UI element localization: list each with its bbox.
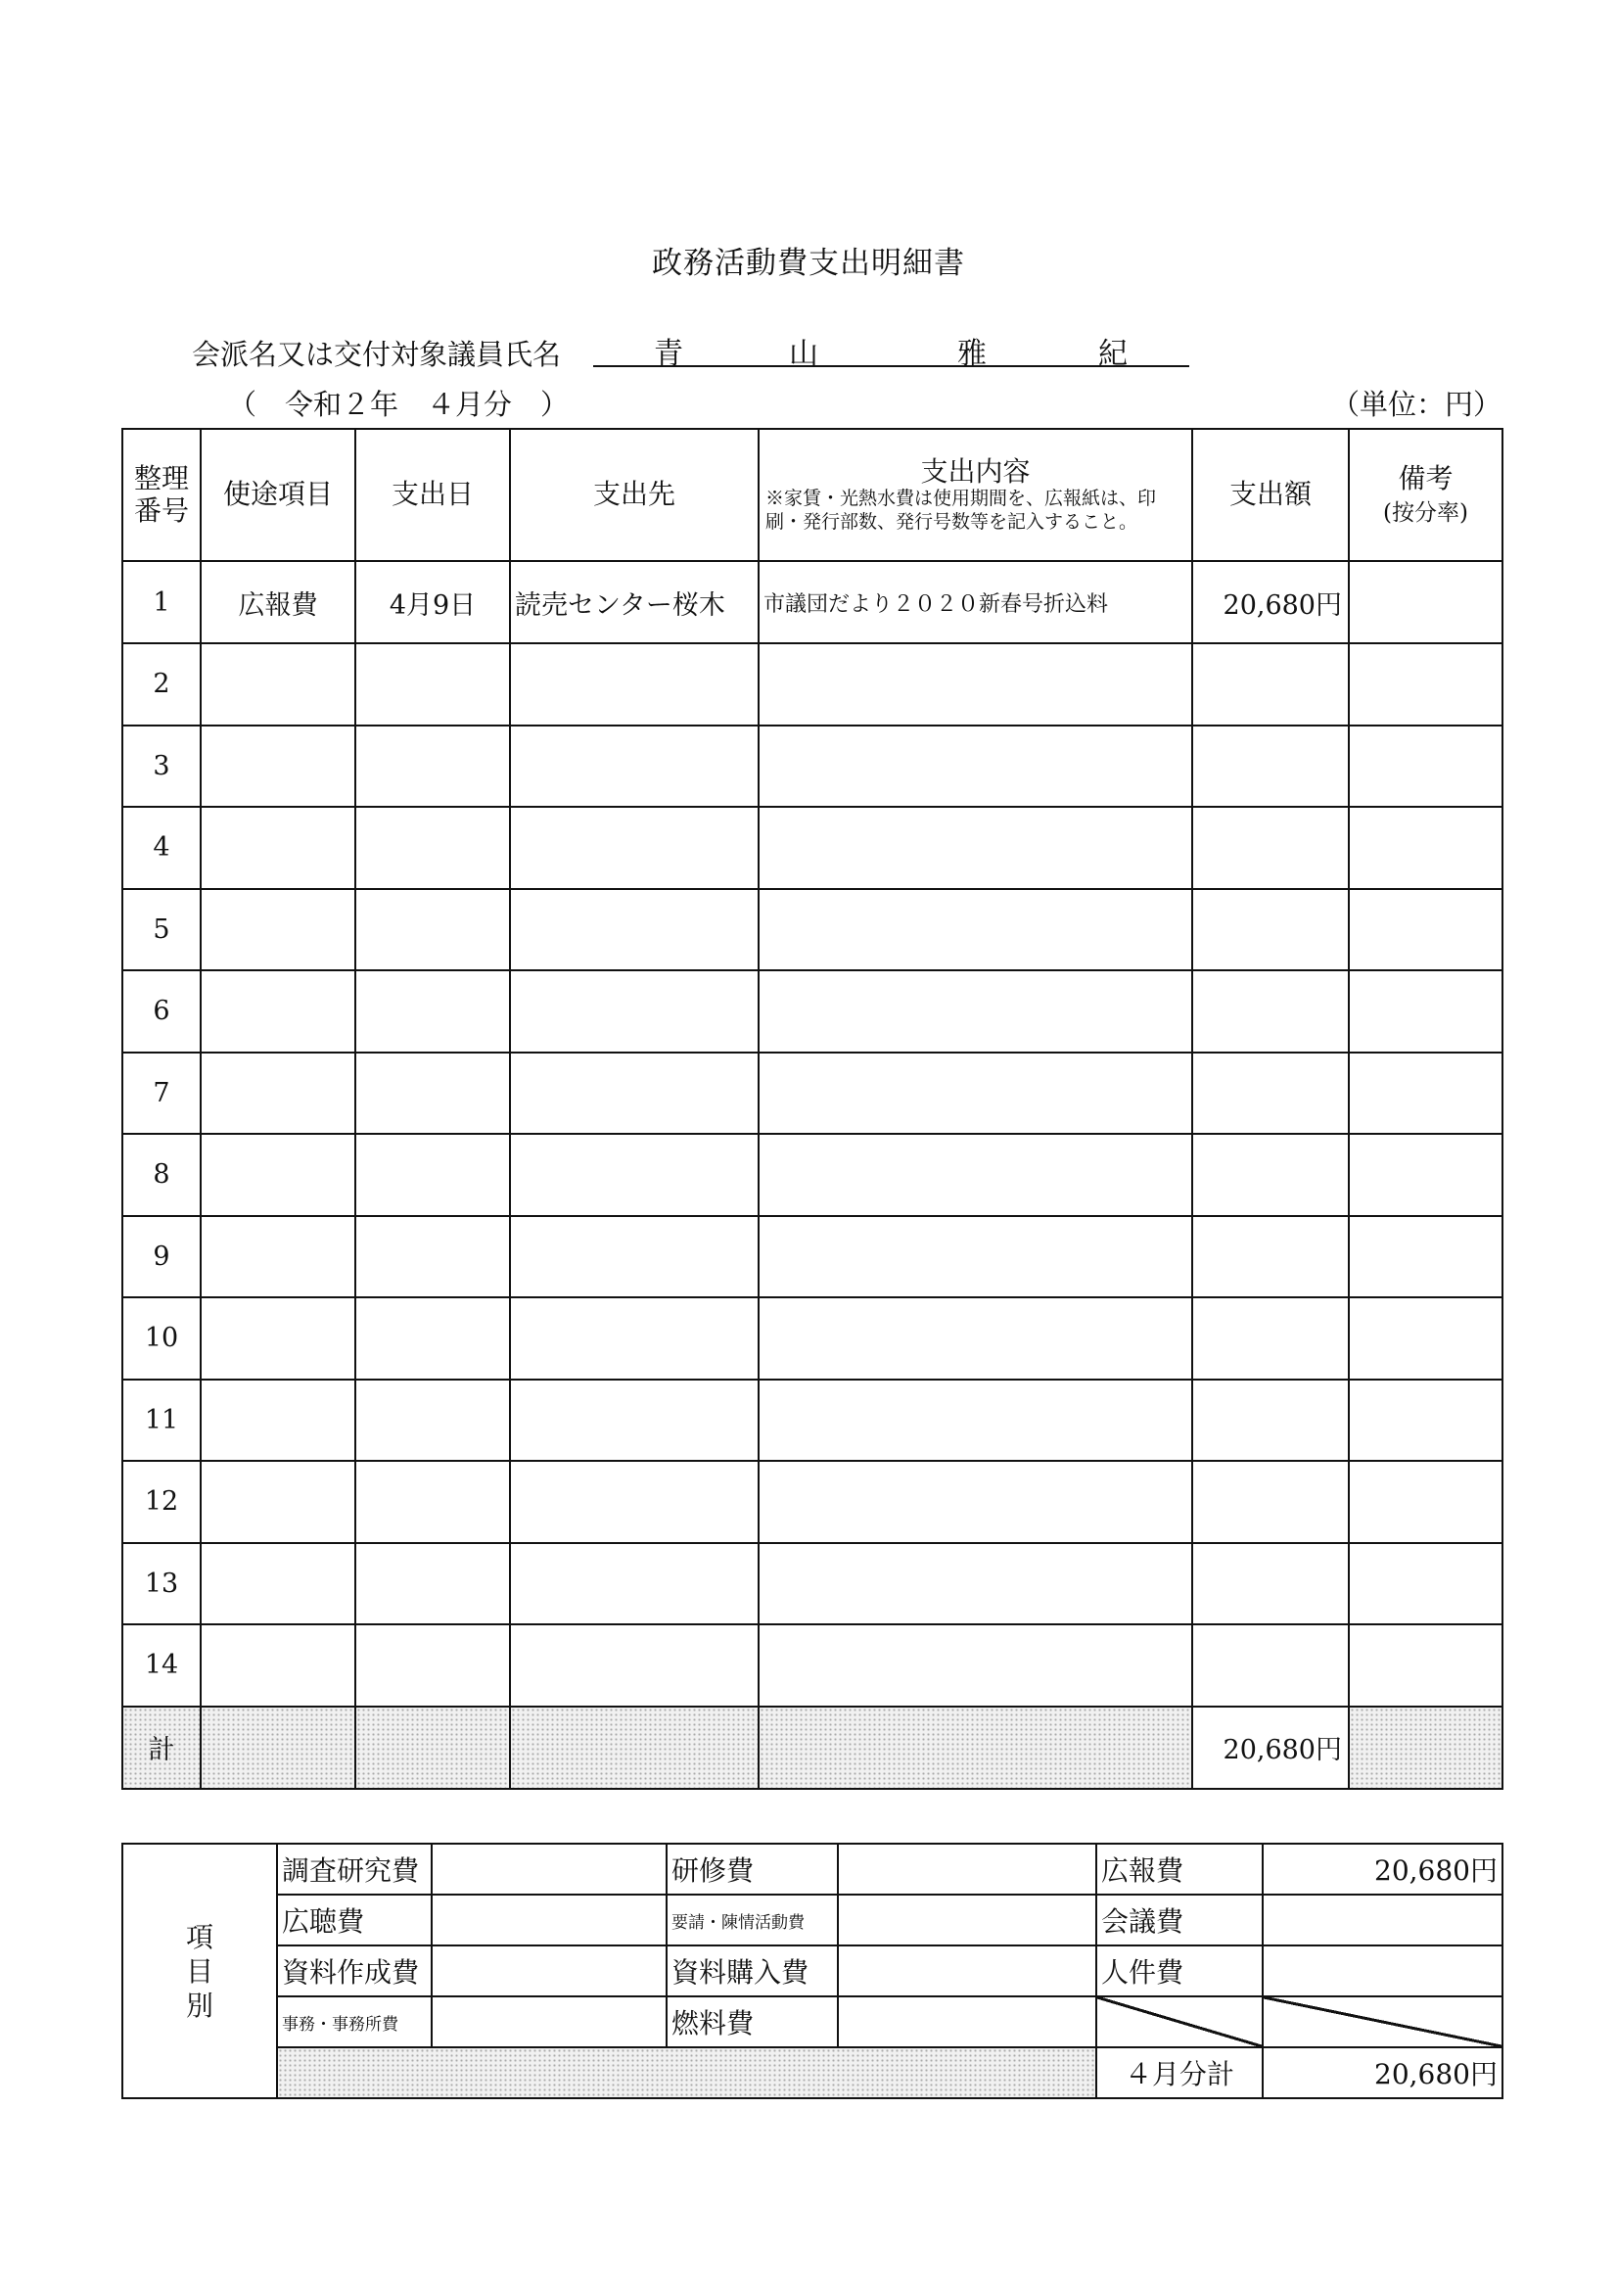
row-amount bbox=[1192, 807, 1349, 889]
row-payee bbox=[510, 1543, 759, 1625]
row-remarks bbox=[1349, 1624, 1502, 1707]
row-amount bbox=[1192, 1216, 1349, 1298]
row-amount bbox=[1192, 643, 1349, 726]
table-row bbox=[122, 726, 1502, 808]
row-amount bbox=[1192, 970, 1349, 1053]
row-date bbox=[355, 1216, 510, 1298]
row-item bbox=[201, 1380, 355, 1462]
label-hearing: 広聴費 bbox=[277, 1895, 432, 1945]
header-remarks-sub: (按分率) bbox=[1383, 499, 1468, 526]
value-petition bbox=[838, 1895, 1096, 1945]
value-pr: 20,680円 bbox=[1263, 1844, 1502, 1895]
row-number: 11 bbox=[122, 1380, 201, 1462]
value-training bbox=[838, 1844, 1096, 1895]
value-office bbox=[432, 1996, 667, 2047]
value-fuel bbox=[838, 1996, 1096, 2047]
row-remarks bbox=[1349, 807, 1502, 889]
table-header-row bbox=[122, 429, 1502, 561]
row-date: 4月9日 bbox=[355, 561, 510, 643]
total-amount: 20,680円 bbox=[1192, 1707, 1349, 1789]
row-payee bbox=[510, 1461, 759, 1543]
label-office: 事務・事務所費 bbox=[277, 1996, 432, 2047]
row-item bbox=[201, 643, 355, 726]
label-personnel: 人件費 bbox=[1096, 1945, 1263, 1996]
header-content bbox=[759, 429, 1192, 561]
row-amount bbox=[1192, 889, 1349, 971]
row-remarks bbox=[1349, 1543, 1502, 1625]
row-payee bbox=[510, 726, 759, 808]
month-total-label: ４月分計 bbox=[1096, 2047, 1263, 2098]
row-number: 8 bbox=[122, 1134, 201, 1216]
document-title: 政務活動費支出明細書 bbox=[652, 246, 965, 281]
row-number: 6 bbox=[122, 970, 201, 1053]
table-row bbox=[122, 1461, 1502, 1543]
header-content-note: ※家賃・光熱水費は使用期間を、広報紙は、印刷・発行部数、発行号数等を記入すること。 bbox=[765, 487, 1157, 533]
row-content bbox=[759, 1461, 1192, 1543]
unit-label: （単位：円） bbox=[1331, 388, 1502, 421]
row-content bbox=[759, 1543, 1192, 1625]
label-petition: 要請・陳情活動費 bbox=[667, 1895, 838, 1945]
row-date bbox=[355, 889, 510, 971]
row-remarks bbox=[1349, 726, 1502, 808]
period-label: （ 令和２年 ４月分 ） bbox=[228, 388, 570, 421]
label-meeting: 会議費 bbox=[1096, 1895, 1263, 1945]
row-remarks bbox=[1349, 1297, 1502, 1380]
row-number: 1 bbox=[122, 561, 201, 643]
row-amount bbox=[1192, 1380, 1349, 1462]
label-pr: 広報費 bbox=[1096, 1844, 1263, 1895]
row-date bbox=[355, 1461, 510, 1543]
row-content bbox=[759, 970, 1192, 1053]
row-content bbox=[759, 643, 1192, 726]
header-item: 使途項目 bbox=[201, 429, 355, 561]
header-no: 整理 番号 bbox=[122, 429, 201, 561]
table-row bbox=[122, 970, 1502, 1053]
table-row bbox=[122, 1624, 1502, 1707]
row-remarks bbox=[1349, 970, 1502, 1053]
row-remarks bbox=[1349, 889, 1502, 971]
row-content bbox=[759, 1380, 1192, 1462]
table-row bbox=[122, 1380, 1502, 1462]
row-amount bbox=[1192, 1053, 1349, 1135]
expense-table bbox=[121, 428, 1503, 1790]
row-item bbox=[201, 1297, 355, 1380]
total-row bbox=[122, 1707, 1502, 1789]
header-date: 支出日 bbox=[355, 429, 510, 561]
row-date bbox=[355, 1380, 510, 1462]
value-hearing bbox=[432, 1895, 667, 1945]
row-date bbox=[355, 1543, 510, 1625]
row-amount bbox=[1192, 1461, 1349, 1543]
row-content bbox=[759, 726, 1192, 808]
table-row bbox=[122, 1297, 1502, 1380]
row-content: 市議団だより２０２０新春号折込料 bbox=[759, 561, 1192, 643]
row-number: 4 bbox=[122, 807, 201, 889]
header-amount: 支出額 bbox=[1192, 429, 1349, 561]
label-research: 調査研究費 bbox=[277, 1844, 432, 1895]
row-payee bbox=[510, 807, 759, 889]
row-payee bbox=[510, 1297, 759, 1380]
row-content bbox=[759, 807, 1192, 889]
row-date bbox=[355, 1134, 510, 1216]
member-name-char-4: 紀 bbox=[1098, 337, 1128, 371]
diagonal-slash-cell bbox=[1096, 1996, 1263, 2047]
row-date bbox=[355, 643, 510, 726]
row-item: 広報費 bbox=[201, 561, 355, 643]
row-item bbox=[201, 889, 355, 971]
label-doc-making: 資料作成費 bbox=[277, 1945, 432, 1996]
row-payee bbox=[510, 970, 759, 1053]
member-name-char-3: 雅 bbox=[957, 337, 987, 371]
row-date bbox=[355, 726, 510, 808]
row-number: 2 bbox=[122, 643, 201, 726]
row-content bbox=[759, 889, 1192, 971]
value-personnel bbox=[1263, 1945, 1502, 1996]
name-label: 会派名又は交付対象議員氏名 bbox=[192, 338, 562, 371]
row-content bbox=[759, 1216, 1192, 1298]
row-number: 14 bbox=[122, 1624, 201, 1707]
row-content bbox=[759, 1297, 1192, 1380]
row-item bbox=[201, 807, 355, 889]
row-amount bbox=[1192, 1134, 1349, 1216]
value-doc-making bbox=[432, 1945, 667, 1996]
row-amount bbox=[1192, 1624, 1349, 1707]
row-number: 12 bbox=[122, 1461, 201, 1543]
row-remarks bbox=[1349, 1461, 1502, 1543]
row-payee bbox=[510, 1216, 759, 1298]
total-label: 計 bbox=[122, 1707, 201, 1789]
row-amount bbox=[1192, 1297, 1349, 1380]
row-payee bbox=[510, 1624, 759, 1707]
label-doc-purchase: 資料購入費 bbox=[667, 1945, 838, 1996]
row-item bbox=[201, 970, 355, 1053]
row-amount bbox=[1192, 1543, 1349, 1625]
row-remarks bbox=[1349, 1053, 1502, 1135]
value-doc-purchase bbox=[838, 1945, 1096, 1996]
row-payee bbox=[510, 1053, 759, 1135]
row-item bbox=[201, 1053, 355, 1135]
row-amount: 20,680円 bbox=[1192, 561, 1349, 643]
table-row bbox=[122, 807, 1502, 889]
row-content bbox=[759, 1624, 1192, 1707]
row-remarks bbox=[1349, 1134, 1502, 1216]
row-date bbox=[355, 1297, 510, 1380]
total-shade-cell bbox=[201, 1707, 355, 1789]
row-remarks bbox=[1349, 643, 1502, 726]
row-number: 5 bbox=[122, 889, 201, 971]
row-item bbox=[201, 1461, 355, 1543]
row-payee bbox=[510, 1380, 759, 1462]
total-shade-cell bbox=[510, 1707, 759, 1789]
row-remarks bbox=[1349, 1380, 1502, 1462]
row-date bbox=[355, 970, 510, 1053]
member-name-char-1: 青 bbox=[654, 337, 683, 371]
table-row bbox=[122, 643, 1502, 726]
row-item bbox=[201, 1543, 355, 1625]
total-shade-cell bbox=[1349, 1707, 1502, 1789]
month-total-value: 20,680円 bbox=[1263, 2047, 1502, 2098]
row-date bbox=[355, 807, 510, 889]
table-row bbox=[122, 1053, 1502, 1135]
row-remarks bbox=[1349, 1216, 1502, 1298]
row-remarks bbox=[1349, 561, 1502, 643]
category-summary-table bbox=[121, 1843, 1503, 2099]
row-number: 10 bbox=[122, 1297, 201, 1380]
row-date bbox=[355, 1624, 510, 1707]
row-payee bbox=[510, 643, 759, 726]
row-amount bbox=[1192, 726, 1349, 808]
member-name-char-2: 山 bbox=[789, 337, 818, 371]
header-remarks: 備考 (按分率) bbox=[1349, 429, 1502, 561]
diagonal-slash-cell bbox=[1263, 1996, 1502, 2047]
row-number: 9 bbox=[122, 1216, 201, 1298]
row-item bbox=[201, 1216, 355, 1298]
row-payee bbox=[510, 889, 759, 971]
row-item bbox=[201, 726, 355, 808]
table-row bbox=[122, 889, 1502, 971]
row-payee: 読売センター桜木 bbox=[510, 561, 759, 643]
header-payee: 支出先 bbox=[510, 429, 759, 561]
month-total-shade bbox=[277, 2047, 1096, 2098]
header-content-title: 支出内容 bbox=[920, 454, 1031, 488]
table-row bbox=[122, 561, 1502, 643]
label-fuel: 燃料費 bbox=[667, 1996, 838, 2047]
row-date bbox=[355, 1053, 510, 1135]
table-row bbox=[122, 1543, 1502, 1625]
value-meeting bbox=[1263, 1895, 1502, 1945]
label-training: 研修費 bbox=[667, 1844, 838, 1895]
summary-side-label: 項 目 別 bbox=[122, 1844, 277, 2098]
row-number: 13 bbox=[122, 1543, 201, 1625]
row-payee bbox=[510, 1134, 759, 1216]
row-item bbox=[201, 1134, 355, 1216]
row-content bbox=[759, 1134, 1192, 1216]
table-row bbox=[122, 1134, 1502, 1216]
value-research bbox=[432, 1844, 667, 1895]
row-item bbox=[201, 1624, 355, 1707]
row-content bbox=[759, 1053, 1192, 1135]
total-shade-cell bbox=[759, 1707, 1192, 1789]
total-shade-cell bbox=[355, 1707, 510, 1789]
table-row bbox=[122, 1216, 1502, 1298]
row-number: 3 bbox=[122, 726, 201, 808]
row-number: 7 bbox=[122, 1053, 201, 1135]
